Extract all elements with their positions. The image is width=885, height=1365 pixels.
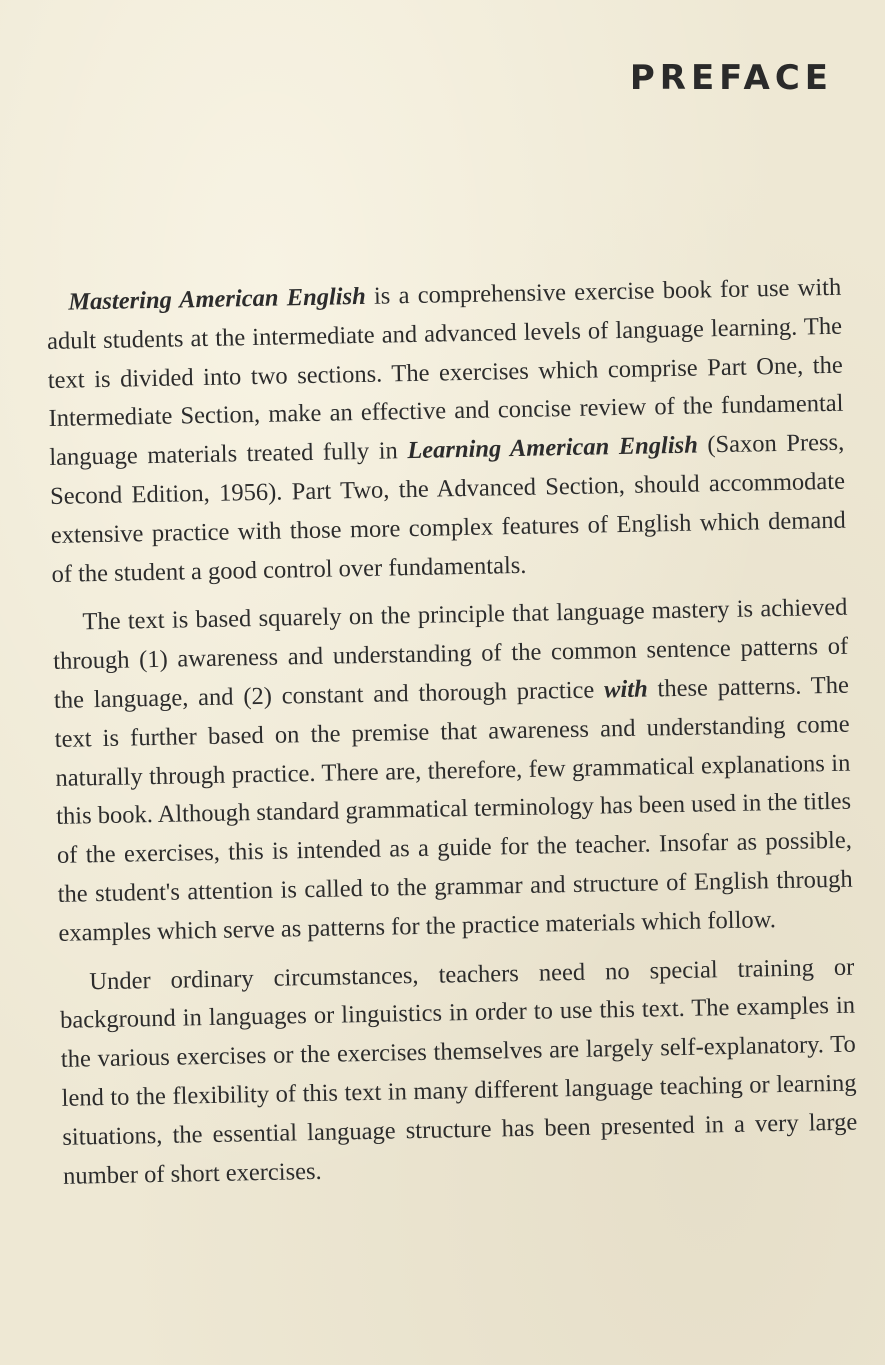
- paragraph-1: [46, 269, 847, 595]
- page-heading: PREFACE: [629, 58, 833, 98]
- preface-body: [46, 269, 859, 1206]
- book-title-mastering: Mastering American English: [68, 282, 366, 316]
- paragraph-1-text-a: is a comprehensive exercise book for use with adult students at the intermediate and advanced levels of language learning. The text is divided into two sections. The exercises which comprise Part One, the Intermediate Section, make an effective and concise review of the fundamental language materials treated fully in: [46, 273, 844, 472]
- paragraph-1-text-b: (Saxon Press, Second Edition, 1956). Part Two, the Advanced Section, should accommodate extensive practice with those more complex features of English which demand of the student a good control over fundamentals.: [49, 428, 846, 588]
- paragraph-2: [52, 589, 854, 953]
- paragraph-2-text-b: these patterns. The text is further based on the premise that awareness and understanding come naturally through practice. There are, therefore, few grammatical explanations in this book. Although standard grammatical terminology has been used in the titles of the exercises, this is intended as a guide for the teacher. Insofar as possible, the student's attention is called to the grammar and structure of English through examples which serve as patterns for the practice materials which follow.: [54, 671, 853, 947]
- paragraph-3: [59, 948, 858, 1196]
- paragraph-3-text: Under ordinary circumstances, teachers need no special training or background in languages or linguistics in order to use this text. The examples in the various exercises or the exercises themselves are largely self-explanatory. To lend to the flexibility of this text in many different language teaching or learning situations, the essential language structure has been presented in a very large number of short exercises.: [59, 953, 858, 1190]
- paragraph-2-text-a: The text is based squarely on the principle that language mastery is achieved through (1) awareness and understanding of the common sentence patterns of the language, and (2) constant and thorough practice: [52, 594, 849, 714]
- book-title-learning: Learning American English: [407, 431, 699, 465]
- emphasis-with: with: [603, 675, 648, 704]
